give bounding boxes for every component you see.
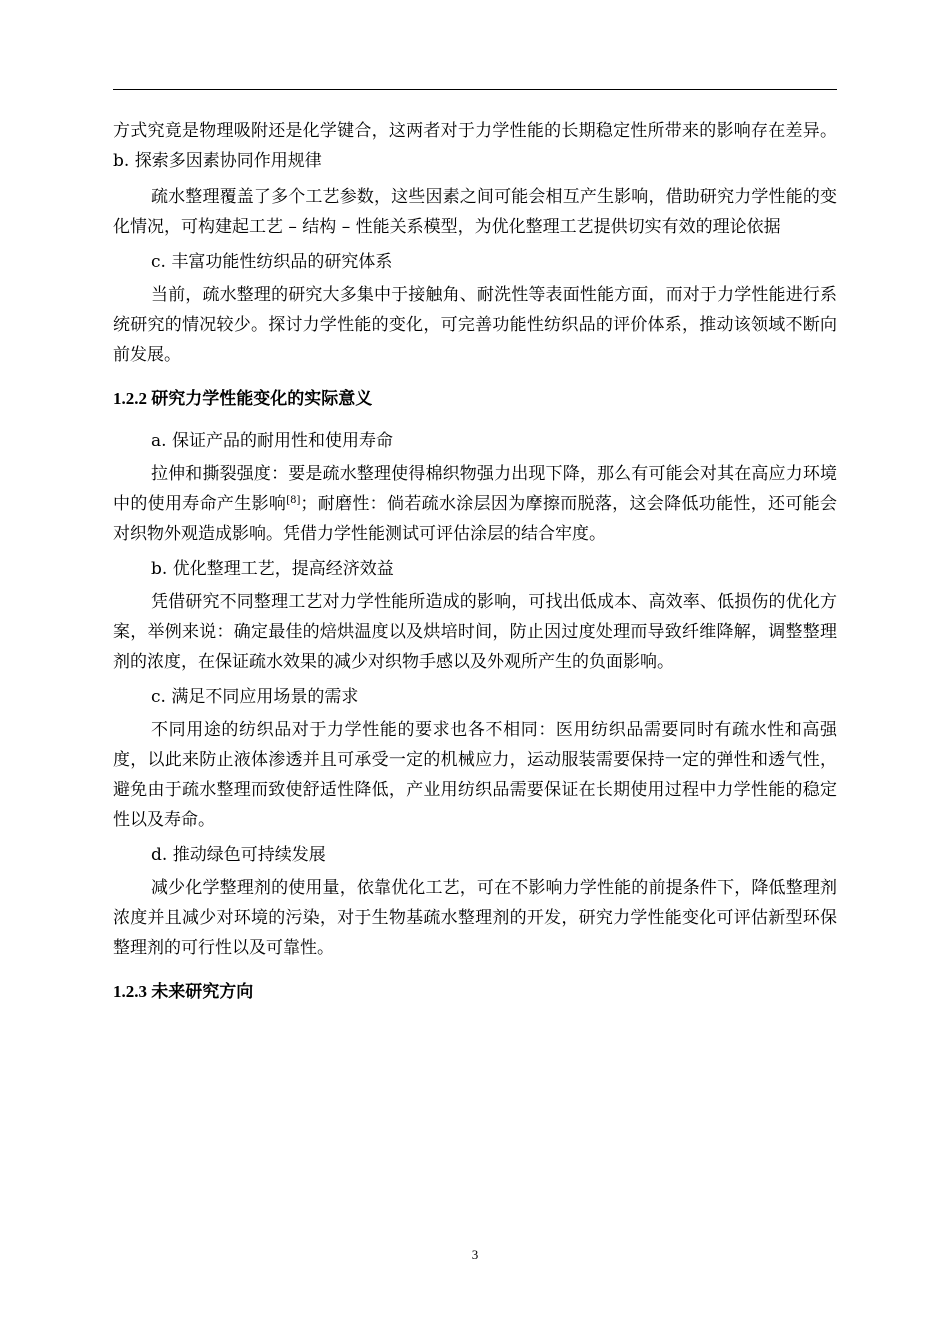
paragraph-application-needs: 不同用途的纺织品对于力学性能的要求也各不相同：医用纺织品需要同时有疏水性和高强度，以此来防止液体渗透并且可承受一定的机械应力，运动服装需要保持一定的弹性和透气性，避免由于疏水整理而致使舒适性降低，产业用纺织品需要保证在长期使用过程中力学性能的稳定性以及寿命。 xyxy=(113,720,837,830)
header-rule xyxy=(113,89,837,90)
subheading-c-application-needs: c. 满足不同应用场景的需求 xyxy=(151,687,359,707)
subheading-b-optimize-process: b. 优化整理工艺，提高经济效益 xyxy=(151,559,394,579)
subheading-a-durability: a. 保证产品的耐用性和使用寿命 xyxy=(151,431,393,451)
paragraph-current-research: 当前，疏水整理的研究大多集中于接触角、耐洗性等表面性能方面，而对于力学性能进行系统研究的情况较少。探讨力学性能的变化，可完善功能性纺织品的评价体系，推动该领域不断向前发展。 xyxy=(113,285,837,365)
paragraph-continuation: 方式究竟是物理吸附还是化学键合，这两者对于力学性能的长期稳定性所带来的影响存在差异。b. 探索多因素协同作用规律 xyxy=(113,121,837,171)
paragraph-tensile-tear xyxy=(113,459,837,549)
section-heading-1-2-3: 1.2.3 未来研究方向 xyxy=(113,982,254,1001)
document-body xyxy=(113,116,837,1019)
subheading-c-research-system: c. 丰富功能性纺织品的研究体系 xyxy=(151,252,393,272)
subheading-d-green-development: d. 推动绿色可持续发展 xyxy=(151,845,326,865)
citation-ref: [8] xyxy=(286,495,301,506)
paragraph-tensile-text-1: 拉伸和撕裂强度：要是疏水整理使得棉织物强力出现下降，那么有可能会对其在高应力环境中的使用寿命产生影响 xyxy=(113,464,837,514)
page-number: 3 xyxy=(471,1247,479,1262)
paragraph-multifactor: 疏水整理覆盖了多个工艺参数，这些因素之间可能会相互产生影响，借助研究力学性能的变化情况，可构建起工艺 – 结构 – 性能关系模型，为优化整理工艺提供切实有效的理论依据 xyxy=(113,187,837,237)
paragraph-green-development: 减少化学整理剂的使用量，依靠优化工艺，可在不影响力学性能的前提条件下，降低整理剂浓度并且减少对环境的污染，对于生物基疏水整理剂的开发，研究力学性能变化可评估新型环保整理剂的可行性以及可靠性。 xyxy=(113,878,837,958)
paragraph-optimize-process: 凭借研究不同整理工艺对力学性能所造成的影响，可找出低成本、高效率、低损伤的优化方案，举例来说：确定最佳的焙烘温度以及烘培时间，防止因过度处理而导致纤维降解，调整整理剂的浓度，在保证疏水效果的减少对织物手感以及外观所产生的负面影响。 xyxy=(113,592,837,672)
section-heading-1-2-2: 1.2.2 研究力学性能变化的实际意义 xyxy=(113,389,373,408)
paragraph-tensile-text-2: ；耐磨性：倘若疏水涂层因为摩擦而脱落，这会降低功能性，还可能会对织物外观造成影响。凭借力学性能测试可评估涂层的结合牢度。 xyxy=(113,494,838,544)
